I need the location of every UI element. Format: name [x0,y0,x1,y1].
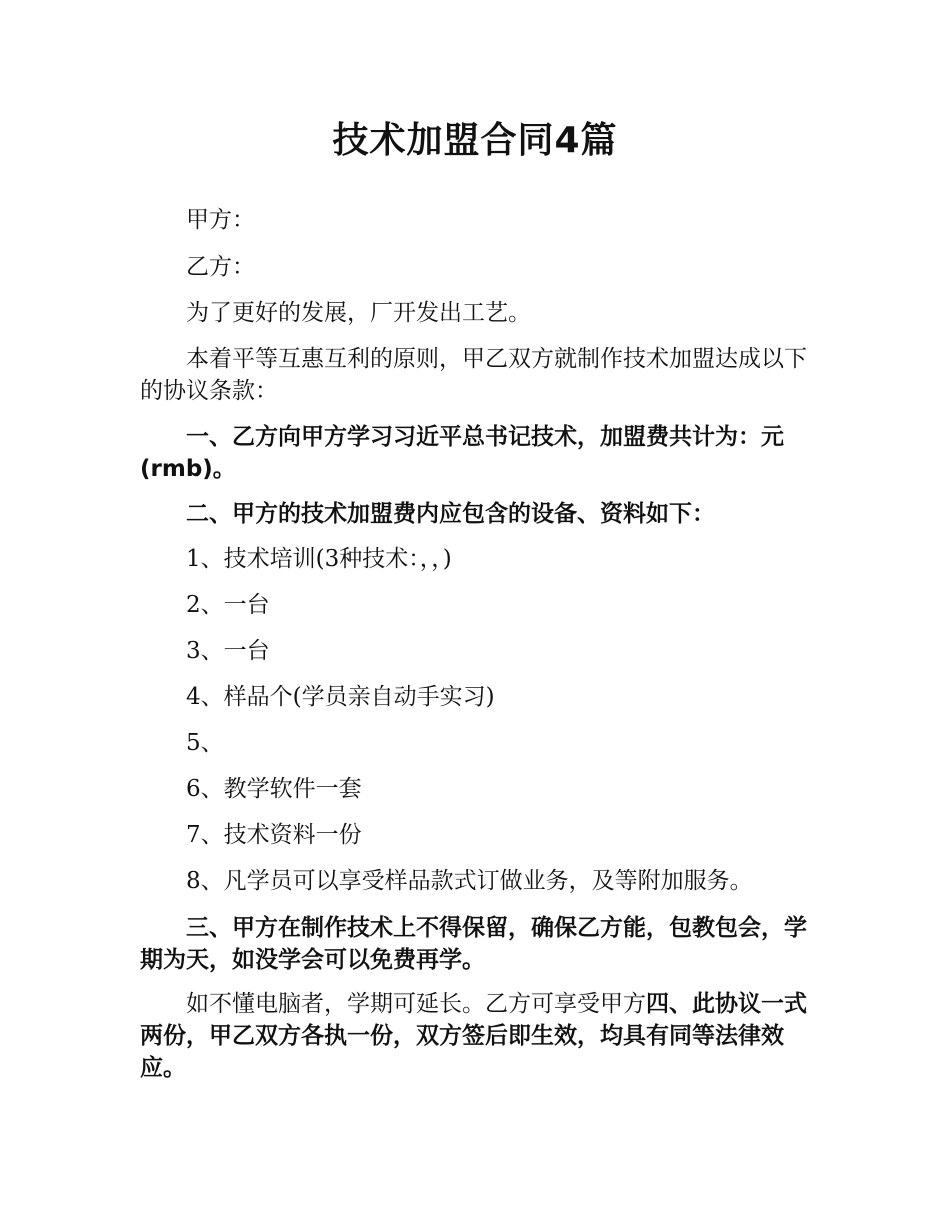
intro-paragraph: 为了更好的发展，厂开发出工艺。 [186,300,531,326]
list-item-5: 5、 [186,730,224,756]
party-b-line: 乙方： [186,254,255,280]
list-item-3: 3、一台 [186,638,270,664]
clause-2: 二、甲方的技术加盟费内应包含的设备、资料如下： [186,501,715,527]
document-title: 技术加盟合同4篇 [332,120,618,161]
list-item-8: 8、凡学员可以享受样品款式订做业务，及等附加服务。 [186,868,753,894]
list-item-4: 4、样品个(学员亲自动手实习) [186,684,495,710]
principle-paragraph: 本着平等互惠互利的原则，甲乙双方就制作技术加盟达成以下的协议条款： [140,346,807,404]
list-item-6: 6、教学软件一套 [186,776,362,802]
party-a-line: 甲方： [186,207,255,233]
clause-4: 四、此协议一式两份，甲乙双方各执一份，双方签后即生效，均具有同等法律效应。 [140,991,807,1081]
clause-1: 一、乙方向甲方学习习近平总书记技术，加盟费共计为：元(rmb)。 [140,424,784,482]
list-item-7: 7、技术资料一份 [186,822,362,848]
list-item-1: 1、技术培训(3种技术：，，) [186,546,452,572]
extension-normal-text: 如不懂电脑者，学期可延长。乙方可享受甲方 [186,991,646,1017]
extension-paragraph [140,988,812,1084]
clause-3: 三、甲方在制作技术上不得保留，确保乙方能，包教包会，学期为天，如没学会可以免费再学。 [140,915,807,973]
list-item-2: 2、一台 [186,592,270,618]
